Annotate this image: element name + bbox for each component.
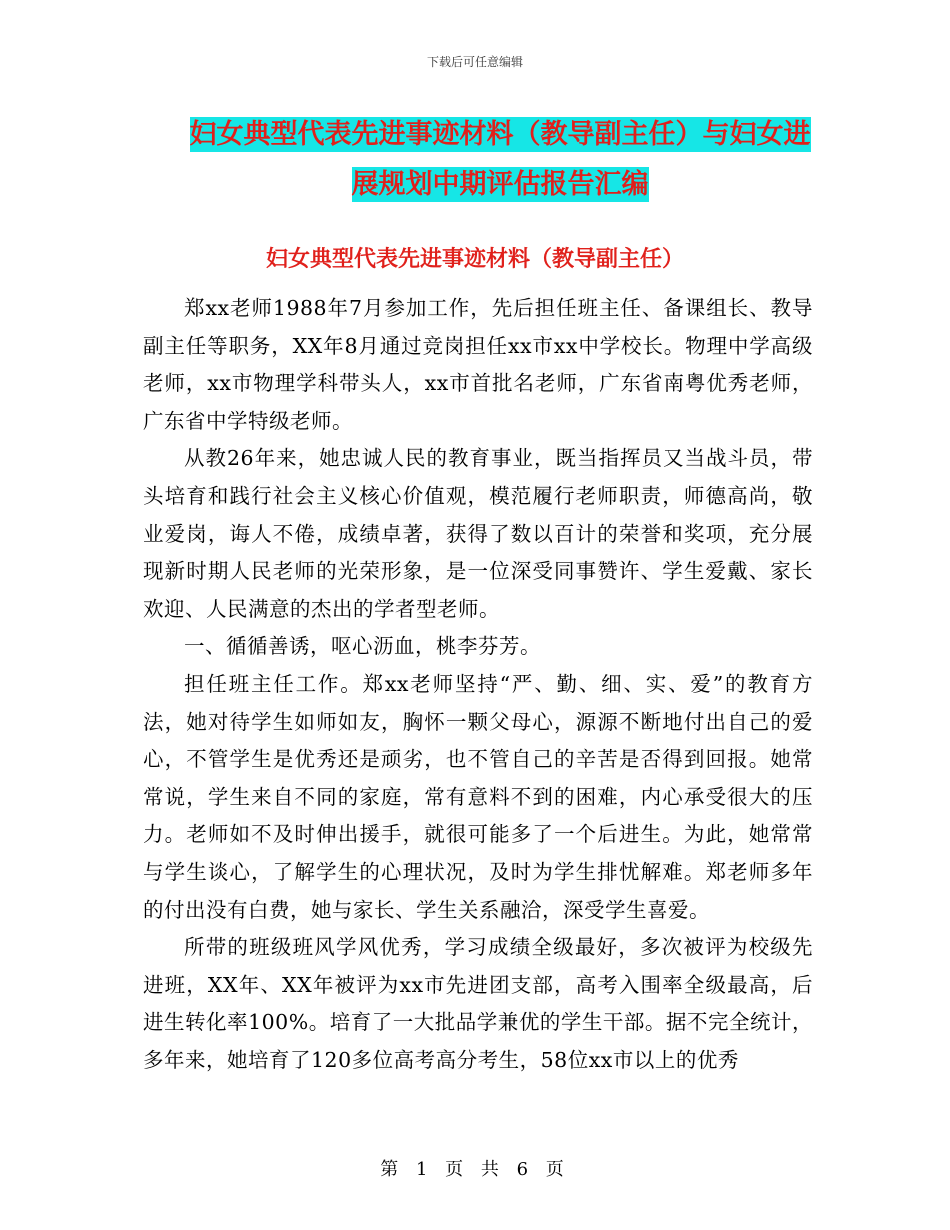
paragraph: 从教26年来，她忠诚人民的教育事业，既当指挥员又当战斗员，带头培育和践行社会主义核心价值观，模范履行老师职责，师德高尚，敬业爱岗，诲人不倦，成绩卓著，获得了数以百计的荣誉和奖项，充分展现新时期人民老师的光荣形象，是一位深受同事赞许、学生爱戴、家长欢迎、人民满意的杰出的学者型老师。 <box>143 446 813 621</box>
paragraph: 担任班主任工作。郑xx老师坚持“严、勤、细、实、爱”的教育方法，她对待学生如师如友，胸怀一颗父母心，源源不断地付出自己的爱心，不管学生是优秀还是顽劣，也不管自己的辛苦是否得到回报。她常常说，学生来自不同的家庭，常有意料不到的困难，内心承受很大的压力。老师如不及时伸出援手，就很可能多了一个后进生。为此，她常常与学生谈心，了解学生的心理状况，及时为学生排忧解难。郑老师多年的付出没有白费，她与家长、学生关系融洽，深受学生喜爱。 <box>143 671 813 922</box>
document-title <box>140 110 860 210</box>
paragraph: 郑xx老师1988年7月参加工作，先后担任班主任、备课组长、教导副主任等职务，XX年8月通过竞岗担任xx市xx中学校长。物理中学高级老师，xx市物理学科带头人，xx市首批名老师，广东省南粤优秀老师，广东省中学特级老师。 <box>143 296 813 433</box>
paragraph: 所带的班级班风学风优秀，学习成绩全级最好，多次被评为校级先进班，XX年、XX年被评为xx市先进团支部，高考入围率全级最高，后进生转化率100%。培育了一大批品学兼优的学生干部。据不完全统计，多年来，她培育了120多位高考高分考生，58位xx市以上的优秀 <box>143 935 813 1072</box>
title-line-2: 展规划中期评估报告汇编 <box>351 169 649 200</box>
body-text <box>143 290 813 1079</box>
paragraph: 一、循循善诱，呕心沥血，桃李芬芳。 <box>184 634 541 659</box>
section-heading: 妇女典型代表先进事迹材料（教导副主任） <box>265 247 684 272</box>
header-note: 下载后可任意编辑 <box>426 55 523 69</box>
title-line-1: 妇女典型代表先进事迹材料（教导副主任）与妇女进 <box>189 119 811 150</box>
page-footer: 第 1 页 共 6 页 <box>380 1159 570 1180</box>
